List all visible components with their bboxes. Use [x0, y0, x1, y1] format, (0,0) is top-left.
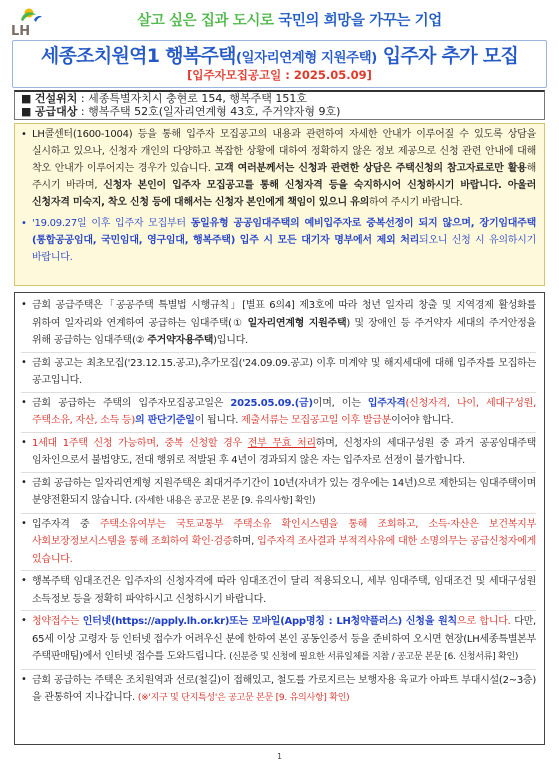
text-segment: 행복주택 임대조건은 입주자의 신청자격에 따라 임대조건이 달리 적용되오니, 세부 임대주택, 임대조건 및 세대구성원 소득정보 등을 정확히 파악하시고 신청하시기 바랍니다.: [32, 576, 536, 605]
text-segment: 청약접수는: [32, 616, 83, 627]
square-bullet-icon: ■: [21, 104, 32, 118]
text-segment: 동일유형 공공임대주택의 예비입주자로 중복선정이 되지 않으며, 장기임대주택(통합공공임대, 국민임대, 영구임대, 행복주택) 입주 시 모든 대기자 명부에서 제외 처리: [32, 218, 536, 246]
title-main-b: 입주자 추가 모집: [382, 45, 519, 67]
bullet-icon: •: [21, 517, 27, 529]
notice-item: [21, 472, 536, 513]
text-segment: 의 판단기준일: [135, 415, 195, 426]
bullet-icon: •: [21, 673, 27, 685]
bullet-icon: •: [21, 396, 27, 408]
text-segment: 2025.05.09.(금): [230, 397, 313, 409]
text-segment: 주택소유여부는 국토교통부 주택소유 확인시스템을 통해 조회하고, 소득·자산은 보건복지부 사회보장정보시스템을 통해 조회하여 확인·검증: [32, 518, 536, 547]
notice-item: [21, 570, 536, 610]
text-segment: (신분증 및 신청에 필요한 서류일체를 지참 / 공고문 본문 [6. 신청서류] 확인): [229, 652, 519, 662]
bullet-icon: •: [21, 299, 27, 310]
text-segment: 주거약자용주택: [147, 335, 214, 346]
notice-item: [21, 392, 536, 432]
slogan: [60, 13, 519, 29]
notices-box: [14, 292, 545, 745]
text-segment: 입주자격 조사결과 부적격사유에 대한 소명의무는 공급신청자에게 있습니다.: [32, 536, 536, 565]
text-segment: (신청자격, 나이, 세대구성원, 주택소유, 자산, 소득 등): [32, 397, 536, 426]
notice-item: [21, 432, 536, 472]
summary-separator: :: [77, 92, 89, 105]
text-segment: 인터넷(https://apply.lh.or.kr)또는 모바일(App명칭 : LH청약플러스) 신청을 원칙: [82, 616, 457, 627]
text-segment: 신청자 본인이 입주자 모집공고를 통해 신청자격 등을 숙지하시어 신청하시기 바랍니다. 아울러 신청자격 미숙지, 착오 신청 등에 대해서는 신청자 본인에게 책임이 있으니 유의: [32, 180, 536, 208]
bullet-icon: •: [21, 218, 27, 229]
bullet-icon: •: [21, 476, 27, 488]
text-segment: 하여 주시기 바랍니다.: [368, 197, 463, 208]
text-segment: 하며, 신청자의 세대구성원 중 과거 공공임대주택 임차인으로서 불법양도, 전대 행위로 적발된 후 4년이 경과되지 않은 자는 입주자로 선정이 불가합니다.: [32, 437, 536, 466]
caution-box: [14, 123, 545, 286]
text-segment: ) 및 장애인 등 주거약자 세대의 주거안정을 위해 공급하는 임대주택(②: [32, 317, 536, 346]
text-segment: 다만, 65세 이상 고령자 등 인터넷 접수가 어려우신 분에 한하여 본인 공동인증서 등을 준비하여 오시면 현장(LH세종특별본부 주택판매팀)에서 인터넷 접수를 도와드립니다.: [32, 616, 536, 662]
notice-item: [21, 352, 536, 392]
summary-separator: :: [77, 104, 89, 118]
text-segment: LH콜센터(1600-1004) 등을 통해 입주자 모집공고의 내용과 관련하여 자세한 안내가 이루어질 수 있도록 상담을 실시하고 있으나, 신청자 개인의 다양하고 복잡한 상황에 대하여 정확하지 않은 정보 제공으로 신청 관련 안내에 대해 착오 안내가 이루어지는 경우가 있습니다.: [32, 129, 536, 174]
text-segment: 이며, 이는: [312, 397, 368, 409]
text-segment: (※'지구 및 단지특성'은 공고문 본문 [9. 유의사항] 확인): [137, 693, 350, 703]
notice-item: [21, 513, 536, 571]
lh-logo-icon: [9, 6, 43, 38]
text-segment: 금회 공고는 최초모집('23.12.15.공고),추가모집('24.09.09.공고) 이후 미계약 및 해지세대에 대해 입주자를 모집하는 공고입니다.: [32, 357, 536, 386]
text-segment: 전부 무효 처리: [247, 437, 316, 449]
text-segment: 1세대 1주택 신청 가능하며, 중복 신청할 경우: [32, 437, 248, 449]
text-segment: 되오니 신청 시 유의하시기 바랍니다.: [32, 235, 536, 263]
notice-date: [입주자모집공고일 : 2025.05.09]: [187, 68, 372, 82]
bullet-icon: •: [21, 356, 27, 368]
notice-item: [21, 669, 536, 710]
notice-item: [21, 295, 536, 352]
bullet-icon: •: [21, 129, 27, 140]
square-bullet-icon: ■: [21, 92, 32, 105]
page-title: [13, 45, 546, 69]
summary-box: [14, 90, 545, 120]
text-segment: (자세한 내용은 공고문 본문 [9. 유의사항] 확인): [134, 496, 316, 506]
slogan-blue: 국민의 희망을 가꾸는 기업: [278, 13, 442, 29]
text-segment: 금회 공급하는 일자리연계형 지원주택은 최대거주기간이 10년(자녀가 있는 경우에는 14년)으로 제한되는 임대주택이며 분양전환되지 않습니다.: [32, 477, 536, 506]
title-main-a: 세종조치원역1 행복주택: [40, 45, 236, 67]
text-segment: 금회 공급주택은「공공주택 특별법 시행규칙」[별표 6의4] 제3호에 따라 청년 일자리 창출 및 지역경제 활성화를 위하여 일자리와 연계하여 공급하는 임대주택(①: [32, 300, 536, 329]
summary-label: 건설위치: [34, 92, 78, 105]
lh-logo: [9, 6, 43, 38]
text-segment: 고객 여러분께서는 신청과 관련한 상담은 주택신청의 참고자료로만 활용: [214, 163, 527, 174]
summary-value: 세종특별자치시 충현로 154, 행복주택 151호: [88, 92, 307, 105]
text-segment: 입주자격: [367, 397, 406, 409]
caution-note: [21, 214, 536, 267]
text-segment: 이 됩니다.: [194, 415, 242, 426]
text-segment: 하며,: [232, 536, 258, 547]
text-segment: '19.09.27일 이후 입주자 모집부터: [32, 218, 191, 229]
bullet-icon: •: [21, 436, 27, 448]
title-box: [12, 40, 547, 88]
bullet-icon: •: [21, 575, 27, 586]
page-number: 1: [276, 752, 283, 761]
title-subtype: (일자리연계형 지원주택): [235, 50, 377, 66]
bullet-icon: •: [21, 615, 27, 626]
text-segment: 금회 공급하는 주택은 조치원역과 선로(철길)이 접해있고, 철도를 가로지르는 보행자용 육교가 아파트 부대시설(2~3층)을 관통하여 지나갑니다.: [32, 674, 536, 703]
text-segment: 으로 합니다.: [456, 616, 511, 627]
text-segment: 제출서류는 모집공고일 이후 발급분: [241, 415, 392, 426]
notice-item: [21, 610, 536, 669]
logo-wordmark: LH: [11, 24, 31, 38]
text-segment: 일자리연계형 지원주택: [247, 317, 347, 329]
text-segment: 이어야 합니다.: [391, 415, 454, 426]
summary-label: 공급대상: [34, 104, 78, 118]
caution-note: [21, 125, 536, 212]
summary-value: 행복주택 52호(일자리연계형 43호, 주거약자형 9호): [88, 104, 341, 118]
summary-row-supply: [21, 106, 538, 119]
text-segment: 금회 공급하는 주택의 입주자모집공고일은: [32, 397, 231, 409]
text-segment: 해 주시기 바라며,: [32, 163, 536, 191]
text-segment: )입니다.: [213, 335, 248, 346]
slogan-green: 살고 싶은 집과 도시로: [137, 13, 274, 29]
text-segment: 입주자격 중: [32, 518, 100, 530]
